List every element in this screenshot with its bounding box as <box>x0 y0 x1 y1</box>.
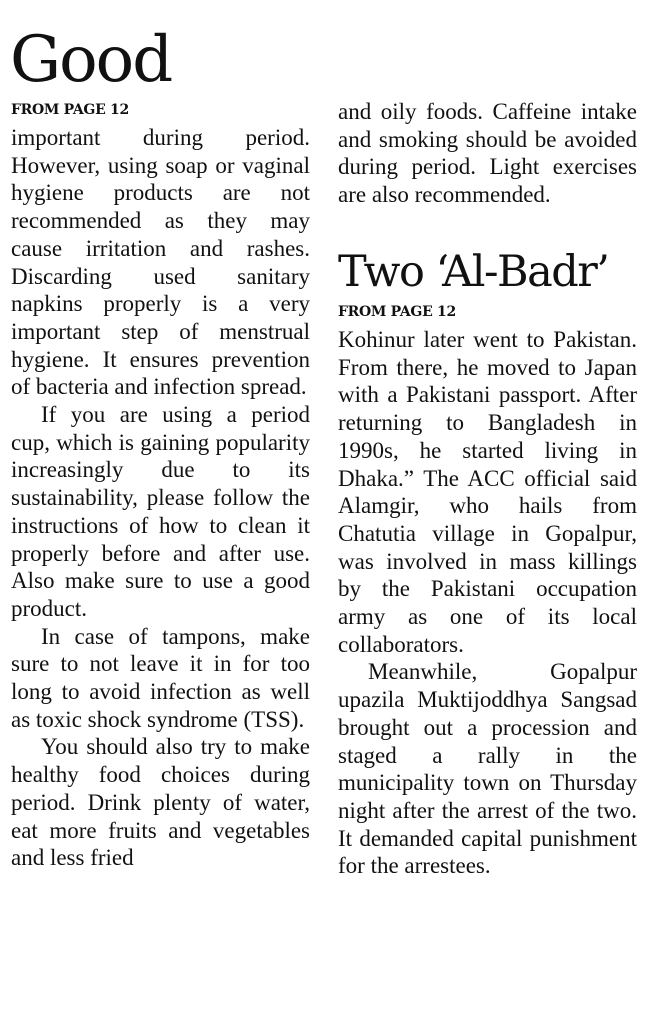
paragraph: important during period. However, using soap or vaginal hygiene products are not recommended as they may cause irritation and rashes. Discarding used sanitary napkins properly is a very important step of menstrual hygiene. It ensures prevention of bacteria and infection spread. <box>11 125 310 400</box>
story-body-al-badr <box>338 326 637 880</box>
paragraph: In case of tampons, make sure to not leave it in for too long to avoid infection as well as toxic shock syndrome (TSS). <box>11 623 310 732</box>
paragraph: You should also try to make healthy food choices during period. Drink plenty of water, eat more fruits and vegetables and less fried <box>11 734 310 871</box>
story-kicker-al-badr: FROM PAGE 12 <box>338 304 456 320</box>
story-body-good <box>11 124 310 872</box>
story-kicker-good: FROM PAGE 12 <box>11 102 129 118</box>
paragraph: Kohinur later went to Pakistan. From there, he moved to Japan with a Pakistani passport. After returning to Bangladesh in 1990s, he started living in Dhaka.” The ACC official said Alamgir, who hails from Chatutia village in Gopalpur, was involved in mass killings by the Pakistani occupation army as one of its local collaborators. <box>338 327 637 657</box>
paragraph: If you are using a period cup, which is gaining popularity increasingly due to its sustainability, please follow the instructions of how to clean it properly before and after use. Also make sure to use a good product. <box>11 402 310 621</box>
story-body-good-continued <box>338 98 637 209</box>
story-headline-good: Good <box>10 23 172 97</box>
story-headline-al-badr: Two ‘Al-Badr’ <box>338 247 609 297</box>
paragraph: and oily foods. Caffeine intake and smoking should be avoided during period. Light exercises are also recommended. <box>338 99 637 208</box>
paragraph: Meanwhile, Gopalpur upazila Muktijoddhya Sangsad brought out a procession and staged a rally in the municipality town on Thursday night after the arrest of the two. It demanded capital punishment for the arrestees. <box>338 659 637 879</box>
